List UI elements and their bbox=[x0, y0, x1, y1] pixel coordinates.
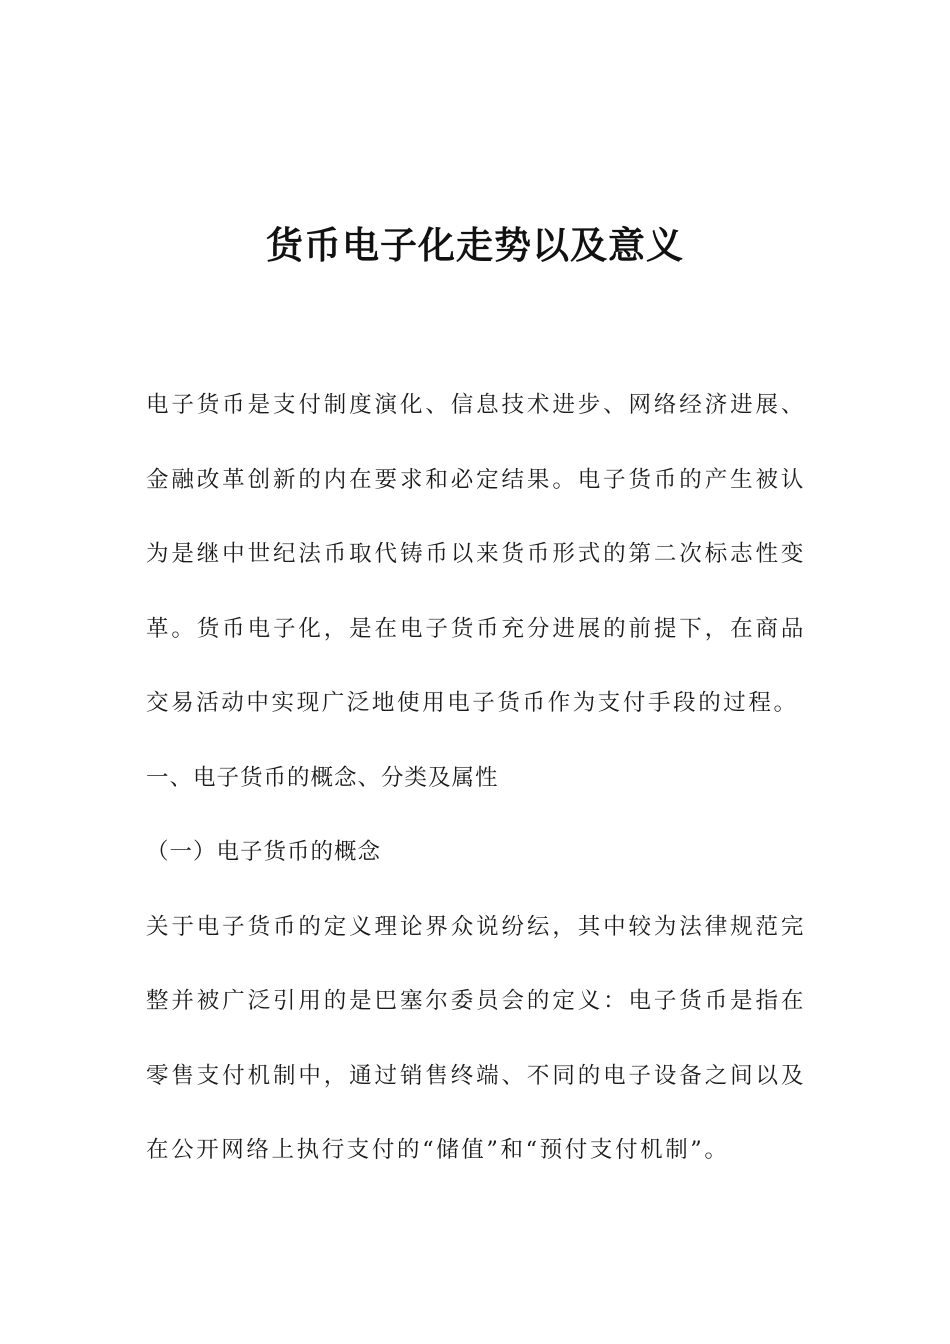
intro-paragraph: 电子货币是支付制度演化、信息技术进步、网络经济进展、金融改革创新的内在要求和必定结果。电子货币的产生被认为是继中世纪法币取代铸币以来货币形式的第二次标志性变革。货币电子化，是在电子货币充分进展的前提下，在商品交易活动中实现广泛地使用电子货币作为支付手段的过程。 bbox=[146, 392, 806, 716]
subsection-heading: （一）电子货币的概念 bbox=[146, 839, 382, 865]
document-body bbox=[146, 368, 806, 1188]
definition-paragraph: 关于电子货币的定义理论界众说纷纭，其中较为法律规范完整并被广泛引用的是巴塞尔委员会的定义：电子货币是指在零售支付机制中，通过销售终端、不同的电子设备之间以及在公开网络上执行支付的“储值”和“预付支付机制”。 bbox=[146, 913, 806, 1163]
section-heading: 一、电子货币的概念、分类及属性 bbox=[146, 764, 499, 791]
document-title: 货币电子化走势以及意义 bbox=[266, 224, 684, 267]
